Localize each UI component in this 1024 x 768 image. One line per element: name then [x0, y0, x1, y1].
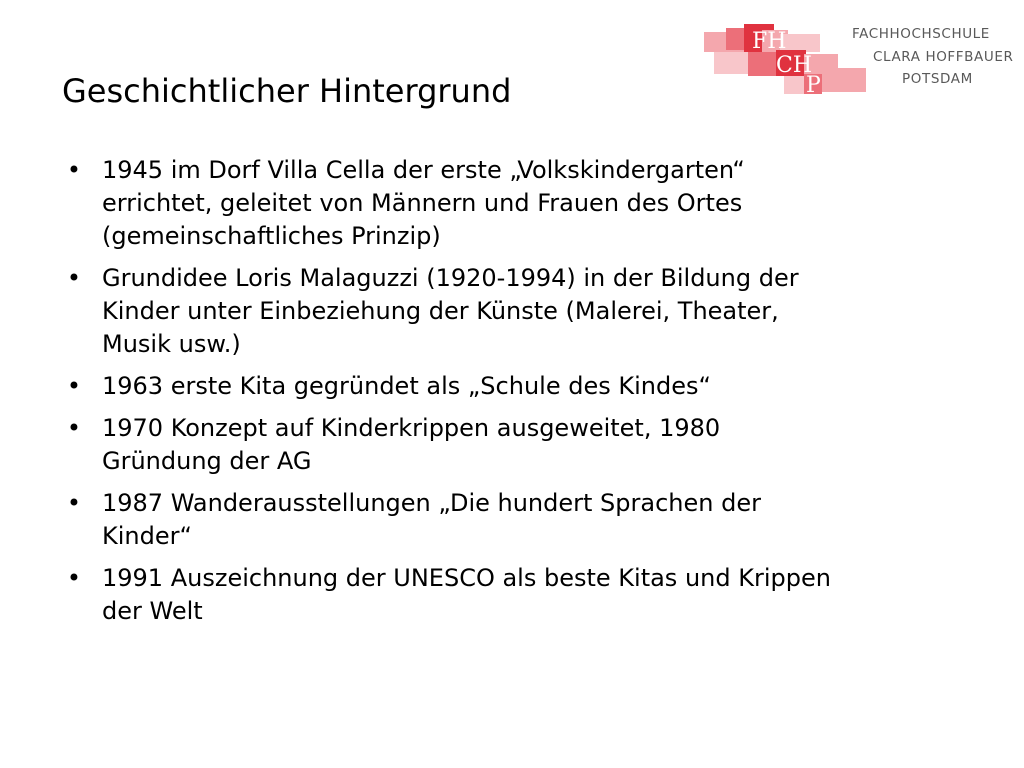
bullet-text-line: Grundidee Loris Malaguzzi (1920-1994) in der Bildung der	[102, 264, 799, 292]
bullet-text-line: 1991 Auszeichnung der UNESCO als beste Kitas und Krippen	[102, 564, 831, 592]
svg-text:P: P	[806, 73, 821, 96]
bullet-item	[62, 154, 962, 253]
bullet-item	[62, 412, 962, 478]
bullet-text-line: Kinder“	[102, 522, 192, 550]
logo-line-2: CLARA HOFFBAUER	[873, 49, 1014, 65]
bullet-item	[62, 562, 962, 628]
university-logo	[704, 24, 1022, 100]
bullet-list	[62, 154, 962, 637]
bullet-item	[62, 370, 962, 403]
bullet-text-line: errichtet, geleitet von Männern und Frauen des Ortes	[102, 189, 743, 217]
svg-text:CH: CH	[776, 53, 813, 78]
bullet-text-line: der Welt	[102, 597, 203, 625]
bullet-item	[62, 487, 962, 553]
logo-line-1: FACHHOCHSCHULE	[852, 26, 990, 42]
bullet-text-line: 1987 Wanderausstellungen „Die hundert Sprachen der	[102, 489, 761, 517]
bullet-icon: •	[66, 564, 82, 592]
bullet-text-line: 1970 Konzept auf Kinderkrippen ausgeweitet, 1980	[102, 414, 721, 442]
bullet-text-line: 1945 im Dorf Villa Cella der erste „Volkskindergarten“	[102, 156, 745, 184]
bullet-icon: •	[66, 414, 82, 442]
bullet-icon: •	[66, 372, 82, 400]
svg-text:FH: FH	[752, 29, 787, 54]
bullet-icon: •	[66, 156, 82, 184]
bullet-item	[62, 262, 962, 361]
slide-title: Geschichtlicher Hintergrund	[62, 72, 512, 110]
bullet-text-line: (gemeinschaftliches Prinzip)	[102, 222, 441, 250]
bullet-text-line: Kinder unter Einbeziehung der Künste (Malerei, Theater,	[102, 297, 779, 325]
bullet-icon: •	[66, 489, 82, 517]
bullet-text-line: Gründung der AG	[102, 447, 312, 475]
fhcp-logo-icon	[704, 24, 874, 96]
bullet-icon: •	[66, 264, 82, 292]
bullet-text-line: 1963 erste Kita gegründet als „Schule des Kindes“	[102, 372, 711, 400]
logo-line-3: POTSDAM	[902, 71, 973, 87]
bullet-text-line: Musik usw.)	[102, 330, 241, 358]
